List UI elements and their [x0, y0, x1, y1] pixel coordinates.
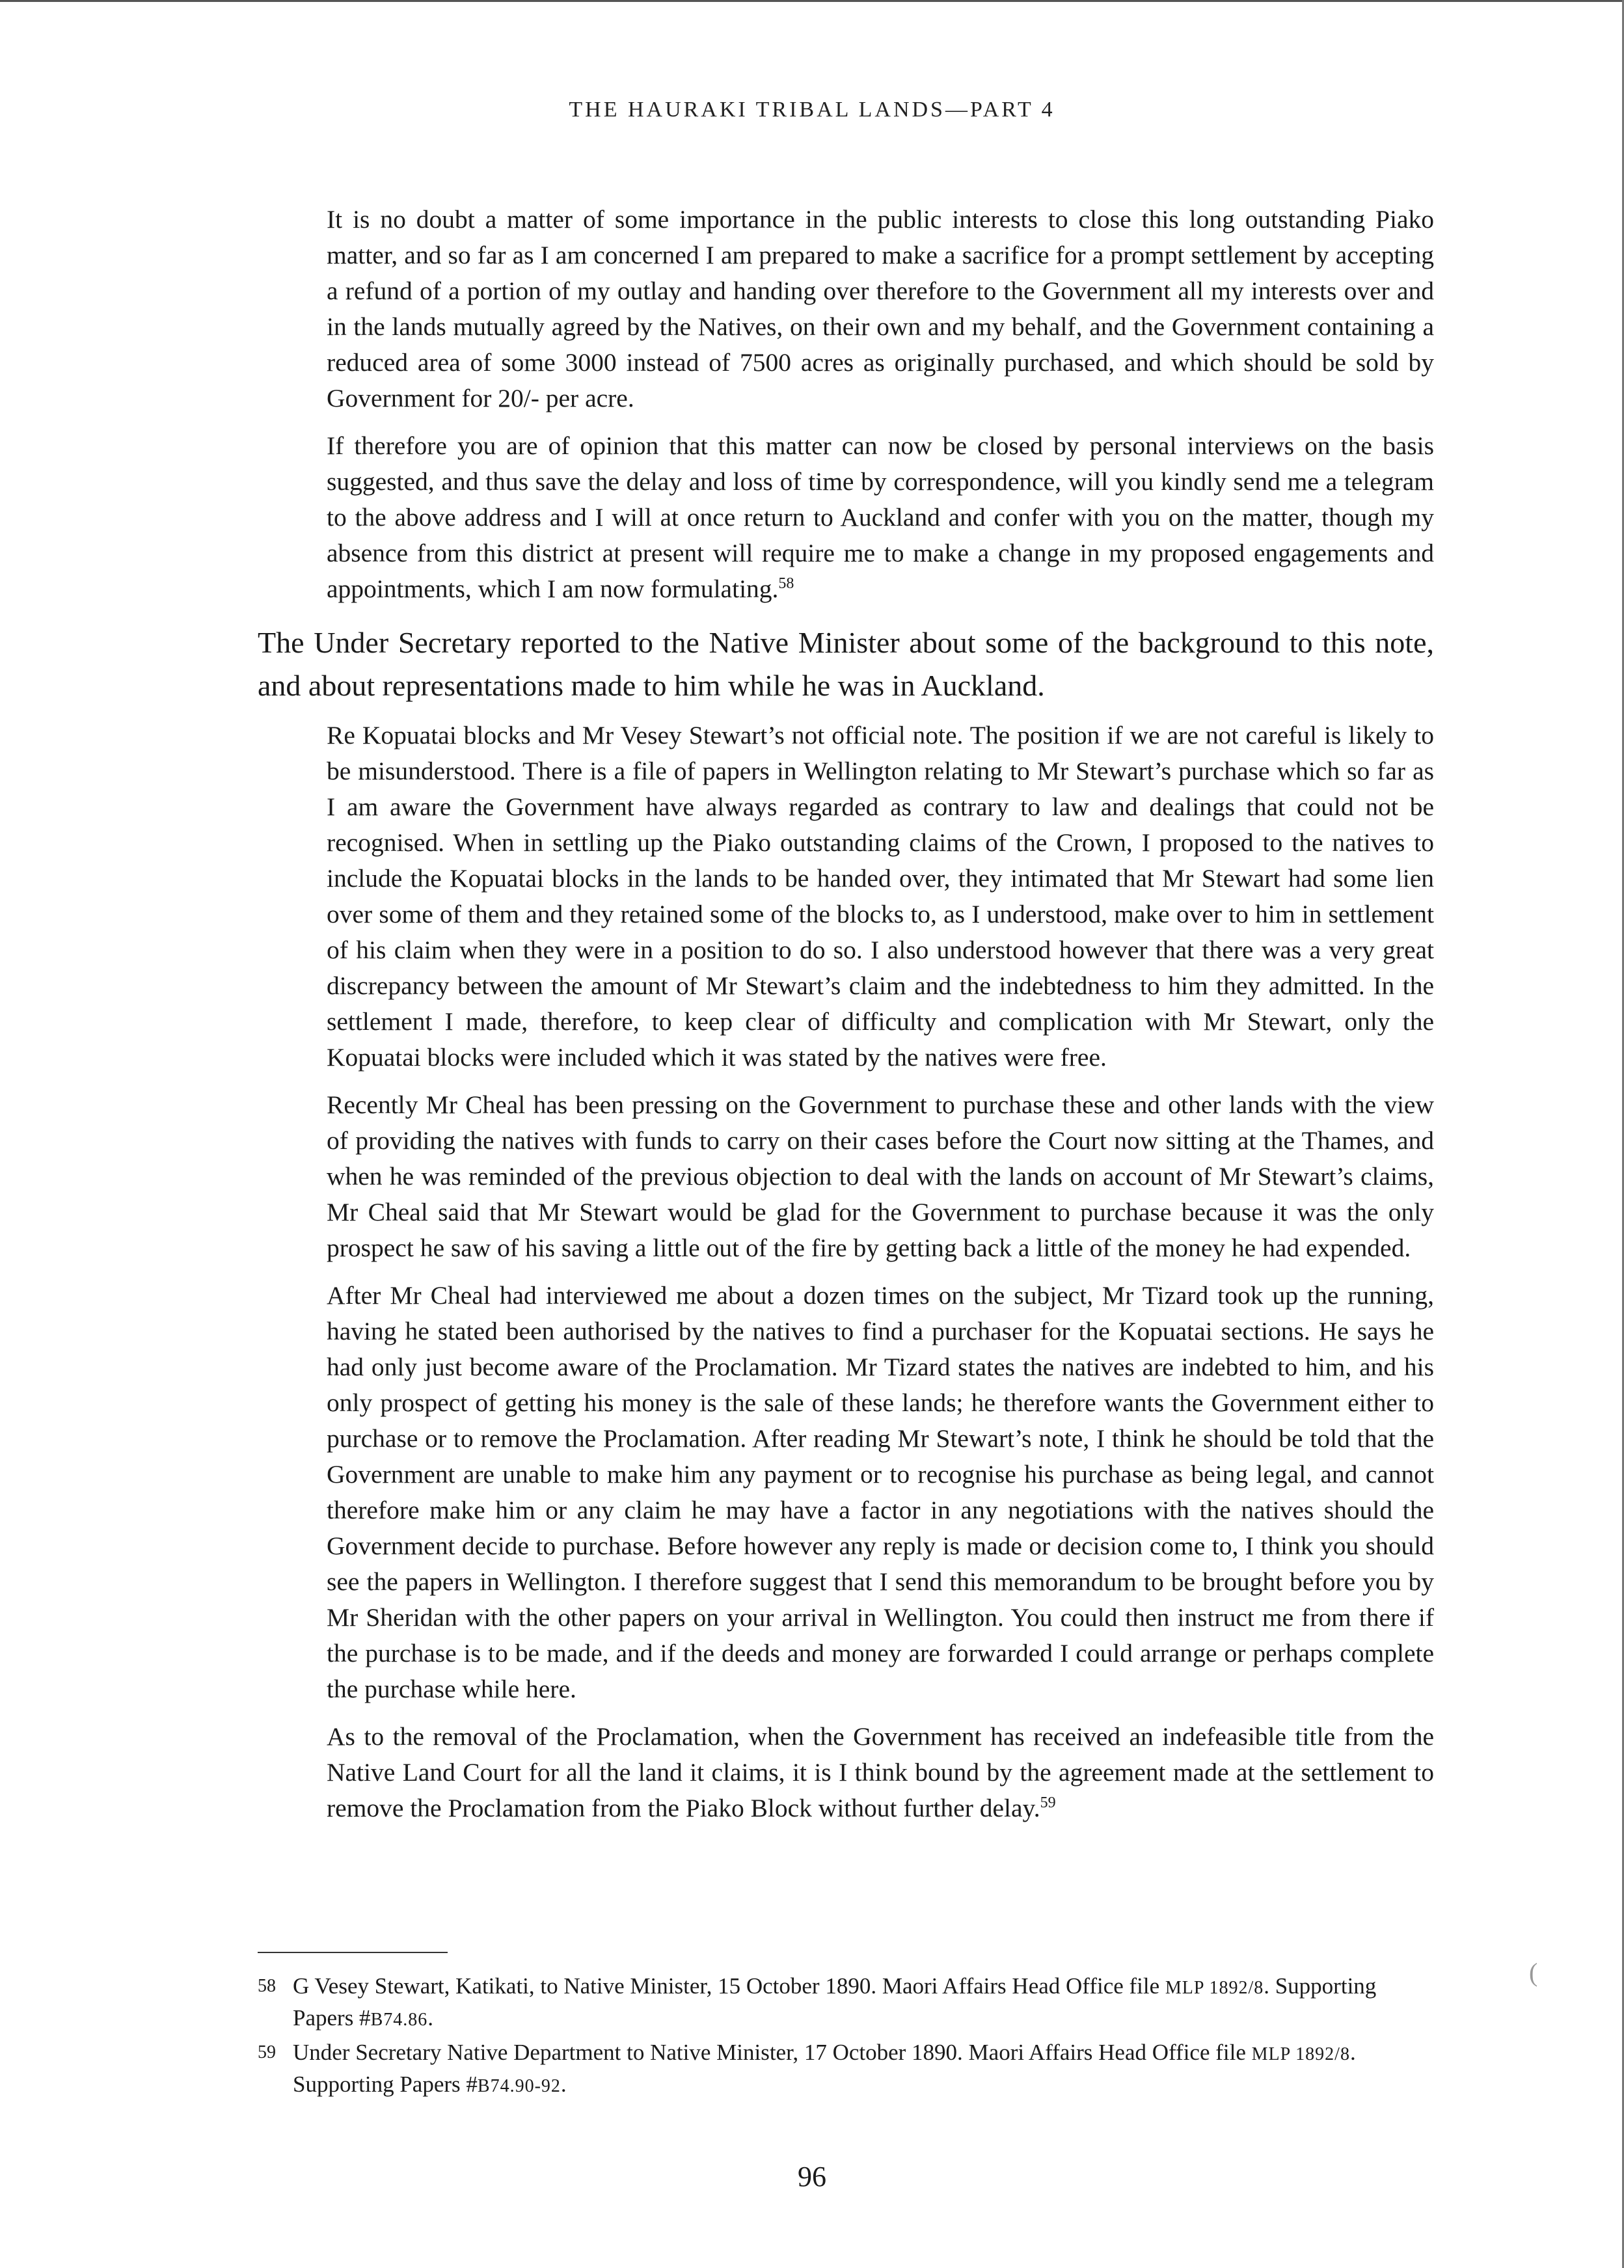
quote-paragraph: As to the removal of the Proclamation, when the Government has received an indefeasible title from the Native Land Court for all the land it claims, it is I think bound by the agreement made at the settlement to remove the Proclamation from the Piako Block without further delay.$^{59}$ [327, 1722, 1434, 1822]
quote-paragraph: Recently Mr Cheal has been pressing on the Government to purchase these and other lands with the view of providing the natives with funds to carry on their cases before the Court now sitting at the Thames, and when he was reminded of the previous objection to deal with the lands on account of Mr Stewart’s claims, Mr Cheal said that Mr Stewart would be glad for the Government to purchase because it was the only prospect he saw of his saving a little out of the fire by getting back a little of the money he had expended. [327, 1090, 1434, 1262]
running-head: THE HAURAKI TRIBAL LANDS—PART 4 [569, 98, 1055, 122]
body-text [258, 202, 1434, 1838]
narrative-paragraph: The Under Secretary reported to the Native Minister about some of the background to this note, and about representations made to him while he was in Auckland. [258, 626, 1434, 702]
quote-paragraph: After Mr Cheal had interviewed me about a dozen times on the subject, Mr Tizard took up the running, having he stated been authorised by the natives to find a purchaser for the Kopuatai sections. He says he had only just become aware of the Proclamation. Mr Tizard states the natives are indebted to him, and his only prospect of getting his money is the sale of these lands; he therefore wants the Government either to purchase or to remove the Proclamation. After reading Mr Stewart’s note, I think he should be told that the Government are unable to make him any payment or to recognise his purchase as being legal, and cannot therefore make him or any claim he may have a factor in any negotiations with the natives should the Government decide to purchase. Before however any reply is made or decision come to, I think you should see the papers in Wellington. I therefore suggest that I send this memorandum to be brought before you by Mr Sheridan with the other papers on your arrival in Wellington. You could then instruct me from there if the purchase is to be made, and if the deeds and money are forwarded I could arrange or perhaps complete the purchase while here. [327, 1281, 1434, 1703]
footnote-reference[interactable]: 59 [1040, 1794, 1056, 1811]
quote-paragraph: It is no doubt a matter of some importance in the public interests to close this long outstanding Piako matter, and so far as I am concerned I am prepared to make a sacrifice for a prompt settlement by accepting a refund of a portion of my outlay and handing over therefore to the Government all my interests over and in the lands mutually agreed by the Natives, on their own and my behalf, and the Government containing a reduced area of some 3000 instead of 7500 acres as originally purchased, and which should be sold by Government for 20/- per acre. [327, 205, 1434, 412]
quote-paragraph: Re Kopuatai blocks and Mr Vesey Stewart’s not official note. The position if we are not careful is likely to be misunderstood. There is a file of papers in Wellington relating to Mr Stewart’s purchase which so far as I am aware the Government have always regarded as contrary to law and dealings that could not be recognised. When in settling up the Piako outstanding claims of the Crown, I proposed to the natives to include the Kopuatai blocks in the lands to be handed over, they intimated that Mr Stewart had some lien over some of them and they retained some of the blocks to, as I understood, make over to him in settlement of his claim when they were in a position to do so. I also understood however that there was a very great discrepancy between the amount of Mr Stewart’s claim and the indebtedness to him they admitted. In the settlement I made, therefore, to keep clear of difficulty and complication with Mr Stewart, only the Kopuatai blocks were included which it was stated by the natives were free. [327, 721, 1434, 1072]
footnote [258, 2038, 1434, 2101]
scan-edge-mark: ( [1529, 1958, 1538, 1987]
footnote-text: Under Secretary Native Department to Native Minister, 17 October 1890. Maori Affairs Head Office file MLP 1892/8. Supporting Papers #B74.90-92. [293, 2040, 1356, 2097]
top-rule [0, 0, 1624, 2]
block-quote-under-secretary [327, 718, 1434, 1826]
block-quote-stewart [327, 202, 1434, 607]
page-number: 96 [798, 2161, 826, 2193]
footnotes [258, 1971, 1434, 2104]
footnote-number: 58 [258, 1976, 276, 1996]
footnote-reference[interactable]: 58 [778, 574, 794, 592]
footnote [258, 1971, 1434, 2035]
quote-paragraph: If therefore you are of opinion that this matter can now be closed by personal interviews on the basis suggested, and thus save the delay and loss of time by correspondence, will you kindly send me a telegram to the above address and I will at once return to Auckland and confer with you on the matter, though my absence from this district at present will require me to make a change in my proposed engagements and appointments, which I am now formulating.$^{58}$ [327, 431, 1434, 603]
footnote-number: 59 [258, 2042, 276, 2062]
footnote-text: G Vesey Stewart, Katikati, to Native Minister, 15 October 1890. Maori Affairs Head Office file MLP 1892/8. Supporting Papers #B74.86. [293, 1973, 1377, 2031]
footnote-divider [258, 1952, 448, 1953]
